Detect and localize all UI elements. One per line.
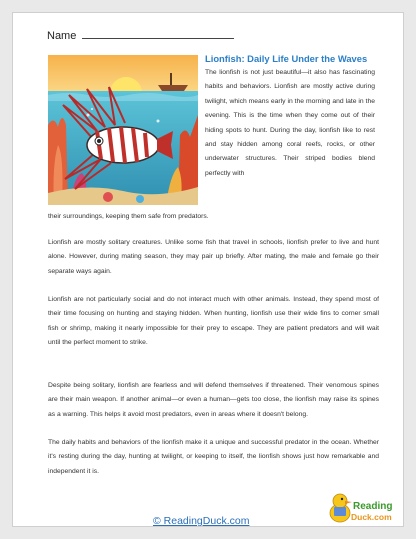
- readingduck-link[interactable]: © ReadingDuck.com: [153, 515, 250, 527]
- name-blank-line[interactable]: [82, 29, 234, 39]
- lionfish-illustration: [48, 55, 198, 205]
- article-title: Lionfish: Daily Life Under the Waves: [205, 53, 368, 64]
- worksheet-page: [12, 12, 404, 527]
- paragraph-2: Lionfish are mostly solitary creatures. Unlike some fish that travel in schools, lionfish prefer to live and hunt alone. However, during mating season, they may pair up briefly. After mating, the male and female go their separate ways again.: [48, 239, 379, 275]
- logo-text-duck: Duck.com: [351, 512, 392, 522]
- name-field-row: [47, 29, 234, 42]
- paragraph-1-continuation: their surroundings, keeping them safe from predators.: [48, 213, 209, 220]
- paragraph-4: Despite being solitary, lionfish are fearless and will defend themselves if threatened. Their venomous spines are their main weapon. If another animal—or even a human—gets too close, the lionfish may raise its spines as a warning. This helps it avoid most predators, even in areas where it doesn't belong.: [48, 382, 379, 418]
- paragraph-3: Lionfish are not particularly social and do not interact much with other animals. Instead, they spend most of their time focusing on hunting and staying hidden. When hunting, lionfish use their wide fins to corner small fish or shrimp, making it nearly impossible for their prey to escape. They are patient predators and will wait until the perfect moment to strike.: [48, 296, 379, 347]
- paragraph-5: The daily habits and behaviors of the lionfish make it a unique and successful predator in the ocean. Whether it's resting during the day, hunting at twilight, or keeping to itself, the lionfish shows just how remarkable and independent it is.: [48, 439, 379, 475]
- name-label: Name: [47, 30, 77, 42]
- readingduck-logo: [328, 487, 393, 527]
- logo-text-reading: Reading: [353, 501, 393, 512]
- paragraph-1-wrapped: The lionfish is not just beautiful—it also has fascinating habits and behaviors. Lionfish are mostly active during twilight, which means early in the morning and late in the evening. This is the time when they come out of their hiding spots to hunt. During the day, lionfish like to rest and stay hidden among coral reefs, rocks, or other underwater structures. Their striped bodies blend perfectly with: [205, 69, 375, 177]
